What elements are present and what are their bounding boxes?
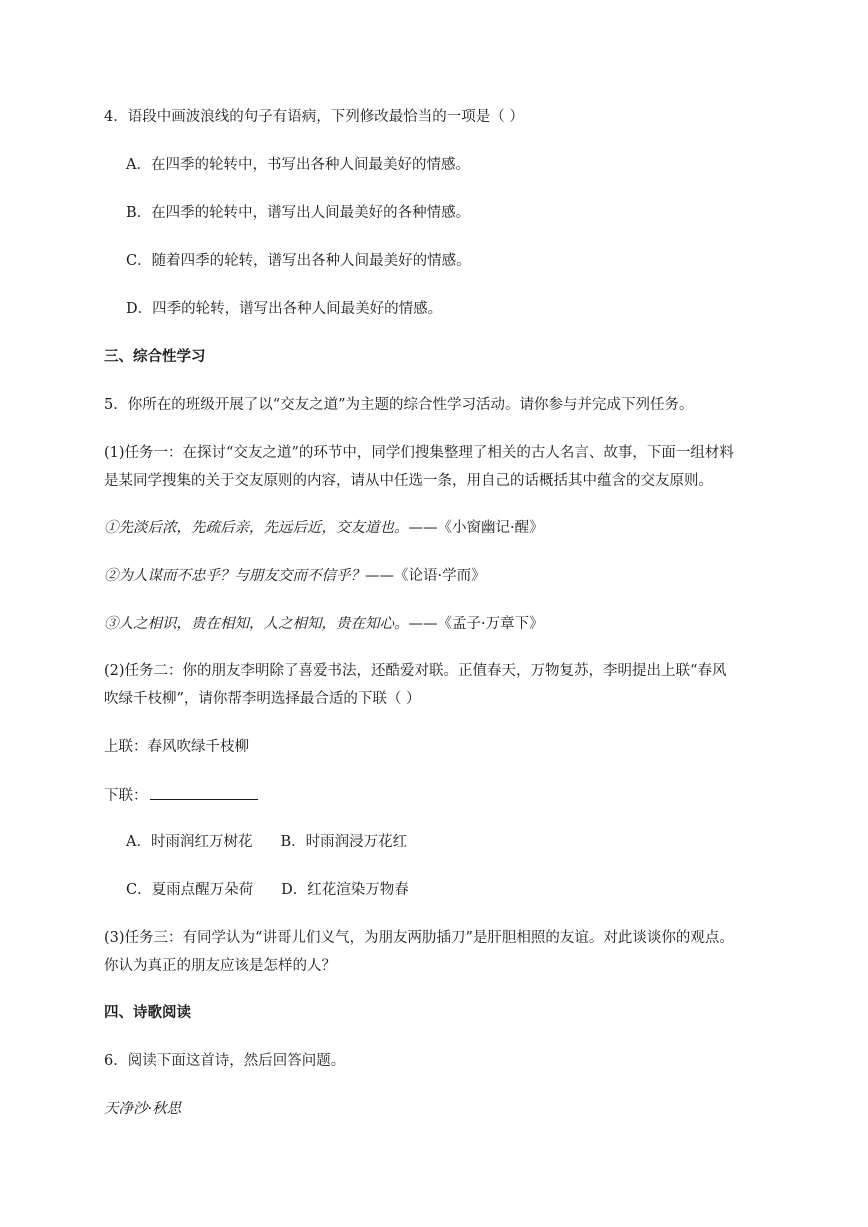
question-4-option-b: B．在四季的轮转中，谱写出人间最美好的各种情感。 xyxy=(126,205,471,221)
task-1-line-2: 是某同学搜集的关于交友原则的内容，请从中任选一条，用自己的话概括其中蕴含的交友原则。 xyxy=(104,473,713,489)
quote-2-text: ②为人谋而不忠乎？与朋友交而不信乎？ xyxy=(104,568,365,584)
couplet-options-row-1 xyxy=(126,832,407,852)
task-3-line-1: (3)任务三：有同学认为“讲哥儿们义气，为朋友两肋插刀”是肝胆相照的友谊。对此谈谈你的观点。 xyxy=(104,930,734,946)
couplet-options-row-2 xyxy=(126,880,409,900)
poem-title: 天净沙·秋思 xyxy=(104,1101,182,1117)
lower-couplet-blank xyxy=(150,785,258,800)
task-2-line-2: 吹绿千枝柳”，请你帮李明选择最合适的下联（ ） xyxy=(104,691,421,707)
question-6-stem: 6．阅读下面这首诗，然后回答问题。 xyxy=(104,1053,346,1069)
couplet-option-a: A．时雨润红万树花 xyxy=(126,834,253,850)
question-4-option-a: A．在四季的轮转中，书写出各种人间最美好的情感。 xyxy=(126,157,470,173)
task-1-line-1: (1)任务一：在探讨“交友之道”的环节中，同学们搜集整理了相关的古人名言、故事，下面一组材料 xyxy=(104,445,734,461)
quote-1-text: ①先淡后浓，先疏后亲，先远后近，交友道也。 xyxy=(104,520,409,536)
question-4-option-c: C．随着四季的轮转，谱写出各种人间最美好的情感。 xyxy=(126,253,471,269)
lower-couplet xyxy=(104,785,258,806)
couplet-option-d: D．红花渲染万物春 xyxy=(281,882,409,898)
quote-2 xyxy=(104,566,486,586)
task-2-line-1: (2)任务二：你的朋友李明除了喜爱书法，还酷爱对联。正值春天，万物复苏，李明提出上联“春风 xyxy=(104,663,727,679)
couplet-option-c: C．夏雨点醒万朵荷 xyxy=(126,882,254,898)
quote-2-source: ——《论语·学而》 xyxy=(365,568,486,584)
task-3-line-2: 你认为真正的朋友应该是怎样的人？ xyxy=(104,958,336,974)
quote-3-text: ③人之相识，贵在相知，人之相知，贵在知心。 xyxy=(104,616,409,632)
section-4-heading: 四、诗歌阅读 xyxy=(104,1005,191,1021)
quote-1-source: ——《小窗幽记·醒》 xyxy=(408,520,544,536)
couplet-option-b: B．时雨润浸万花红 xyxy=(280,834,408,850)
section-3-heading: 三、综合性学习 xyxy=(104,349,206,365)
lower-couplet-label: 下联： xyxy=(104,788,148,804)
upper-couplet: 上联：春风吹绿千枝柳 xyxy=(104,739,249,755)
quote-1 xyxy=(104,518,544,538)
question-4-stem: 4．语段中画波浪线的句子有语病，下列修改最恰当的一项是（ ） xyxy=(104,109,524,125)
question-4-option-d: D．四季的轮转，谱写出各种人间最美好的情感。 xyxy=(126,301,443,317)
quote-3-source: ——《孟子·万章下》 xyxy=(408,616,544,632)
quote-3 xyxy=(104,614,544,634)
question-5-stem: 5．你所在的班级开展了以“交友之道”为主题的综合性学习活动。请你参与并完成下列任务。 xyxy=(104,397,694,413)
